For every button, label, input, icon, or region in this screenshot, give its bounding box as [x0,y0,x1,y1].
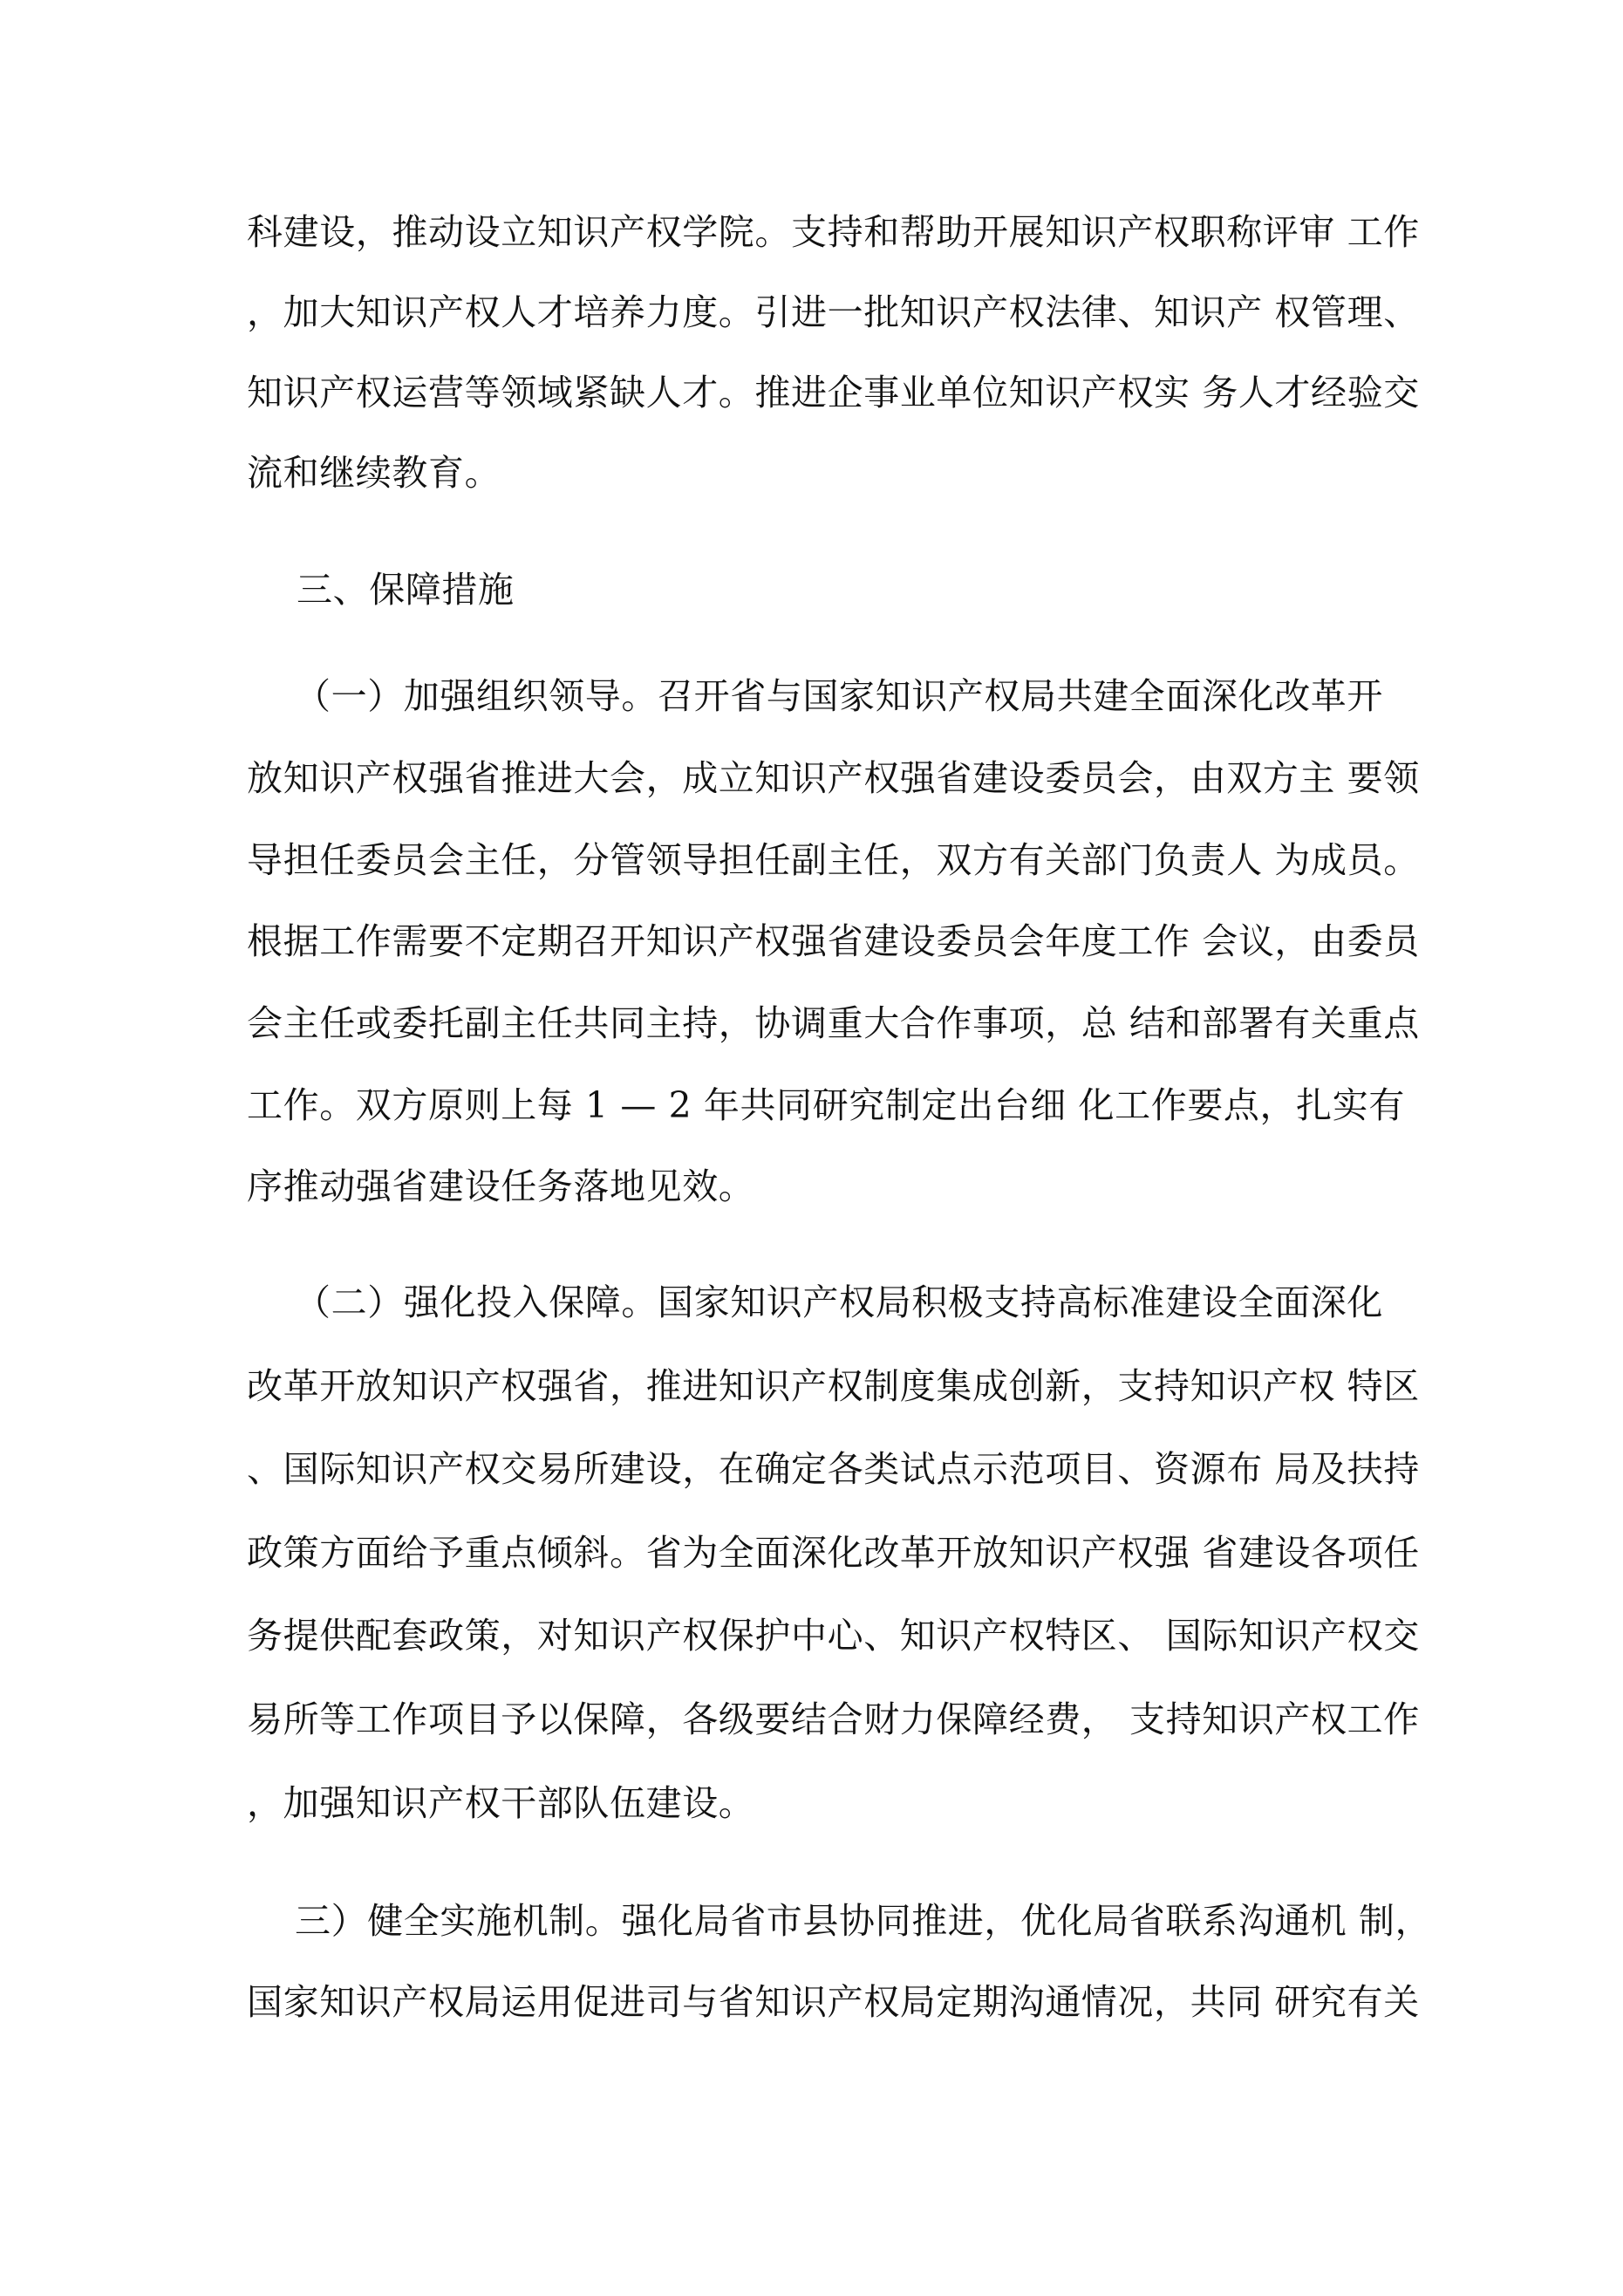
body-text-line: 工作。双方原则上每 1 — 2 年共同研究制定出台细 化工作要点，扎实有 [247,1084,1405,1126]
body-text-line: 会主任或委托副主任共同主持，协调重大合作事项，总 结和部署有关重点 [247,1002,1420,1044]
body-text-line: 放知识产权强省推进大会，成立知识产权强省建设委员会，由双方主 要领 [247,757,1420,799]
body-text-line: 三）健全实施机制。强化局省市县协同推进，优化局省联系沟通机 制， [295,1900,1432,1942]
body-text-line: 、国际知识产权交易所建设，在确定各类试点示范项目、资源布 局及扶持 [247,1448,1420,1490]
body-text-line: 务提供配套政策，对知识产权保护中心、知识产权特区、 国际知识产权交 [247,1615,1420,1657]
body-text-line: 政策方面给予重点倾斜。省为全面深化改革开放知识产权强 省建设各项任 [247,1532,1420,1574]
body-text-line: ，加强知识产权干部队伍建设。 [247,1782,755,1824]
body-text-line: 导担任委员会主任，分管领导担任副主任，双方有关部门负责人 为成员。 [247,839,1420,881]
body-text-line: 根据工作需要不定期召开知识产权强省建设委员会年度工作 会议，由委员 [247,920,1420,962]
body-text-line: ，加大知识产权人才培养力度。引进一批知识产权法律、知识产 权管理、 [247,291,1420,333]
body-text-line: 国家知识产权局运用促进司与省知识产权局定期沟通情况，共同 研究有关 [247,1981,1420,2023]
body-text-line: 易所等工作项目予以保障，各级要结合财力保障经费， 支持知识产权工作 [247,1698,1420,1740]
body-text-line: 科建设，推动设立知识产权学院。支持和帮助开展知识产权职称评审 工作 [247,211,1420,253]
body-text-line: 流和继续教育。 [247,452,501,494]
body-text-line: 知识产权运营等领域紧缺人才。推进企事业单位知识产权实 务人才经验交 [247,372,1420,413]
body-text-line: 改革开放知识产权强省，推进知识产权制度集成创新，支持知识产权 特区 [247,1365,1420,1407]
section-heading: 三、保障措施 [297,569,515,611]
body-text-line: 序推动强省建设任务落地见效。 [247,1165,755,1207]
body-text-line: （二）强化投入保障。国家知识产权局积极支持高标准建设全面深化 [295,1281,1383,1323]
body-text-line: （一）加强组织领导。召开省与国家知识产权局共建全面深化改革开 [295,675,1383,717]
